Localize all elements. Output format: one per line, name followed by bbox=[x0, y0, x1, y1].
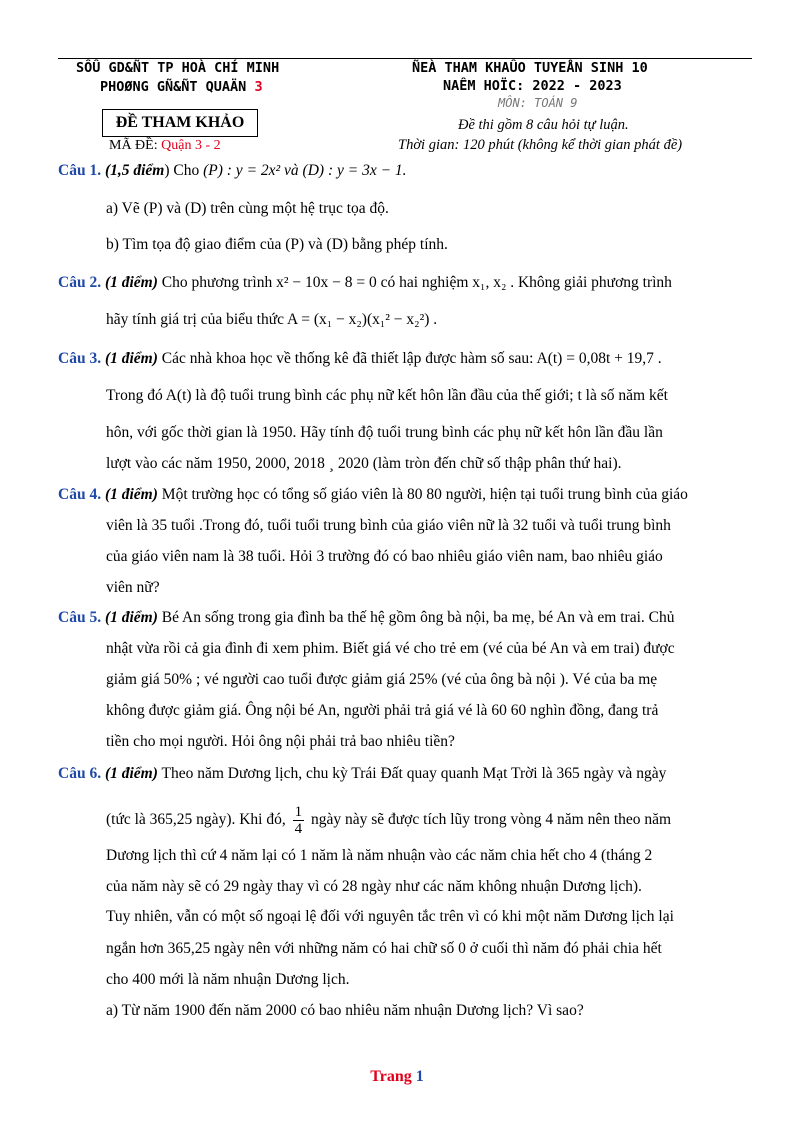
question-6-line-4: của năm này sẽ có 29 ngày thay vì có 28 ngày như các năm không nhuận Dương lịch). bbox=[106, 878, 642, 895]
question-5-label: Câu 5. bbox=[58, 609, 102, 626]
question-6-line-1: Câu 6. (1 điểm) Theo năm Dương lịch, chu kỳ Trái Đất quay quanh Mạt Trời là 365 ngày và ngày bbox=[58, 765, 667, 782]
question-3-line-1: Câu 3. (1 điểm) Các nhà khoa học về thống kê đã thiết lập được hàm số sau: A(t) = 0,08t + 19,7 . bbox=[58, 350, 662, 367]
question-4-line-1: Câu 4. (1 điểm) Một trường học có tổng số giáo viên là 80 80 người, hiện tại tuổi trung bình của giáo bbox=[58, 486, 688, 503]
question-3-points: (1 điểm) bbox=[104, 350, 158, 367]
question-4-line-2: viên là 35 tuổi .Trong đó, tuổi tuổi trung bình của giáo viên nữ là 32 tuổi và tuổi trung bình bbox=[106, 517, 671, 534]
question-1-line-1: Câu 1. (1,5 điểm) Cho (P) : y = 2x² và (D) : y = 3x − 1. bbox=[58, 162, 407, 179]
question-6-line-7: cho 400 mới là năm nhuận Dương lịch. bbox=[106, 971, 350, 988]
time-info: Thời gian: 120 phút (không kể thời gian phát đề) bbox=[398, 137, 683, 153]
question-3-line-3: hôn, với gốc thời gian là 1950. Hãy tính độ tuổi trung bình các phụ nữ kết hôn lần đầu lần bbox=[106, 424, 663, 441]
question-6-label: Câu 6. bbox=[58, 765, 102, 782]
question-5-line-4: không được giảm giá. Ông nội bé An, người phải trả giá vé là 60 60 nghìn đồng, đang trả bbox=[106, 702, 659, 719]
exam-code-value: Quận 3 - 2 bbox=[161, 138, 221, 153]
question-1-label: Câu 1. bbox=[58, 162, 102, 179]
question-4-points: (1 điểm) bbox=[104, 486, 158, 503]
question-6-line-2: (tức là 365,25 ngày). Khi đó, $\frac{1}{4}$ ngày này sẽ được tích lũy trong vòng 4 năm nên theo năm bbox=[106, 803, 672, 837]
question-2-line-1: Câu 2. (1 điểm) Cho phương trình x² − 10x − 8 = 0 có hai nghiệm x₁, x₂ . Không giải phương trình bbox=[58, 274, 672, 291]
question-6-line-3: Dương lịch thì cứ 4 năm lại có 1 năm là năm nhuận vào các năm chia hết cho 4 (tháng 2 bbox=[106, 847, 653, 864]
question-4-label: Câu 4. bbox=[58, 486, 102, 503]
district-number: 3 bbox=[254, 79, 263, 95]
question-6-line-6: ngắn hơn 365,25 ngày nên với những năm có hai chữ số 0 ở cuối thì năm đó phải chia hết bbox=[106, 940, 662, 957]
question-2-label: Câu 2. bbox=[58, 274, 102, 291]
subject-label: MÔN: TOÁN 9 bbox=[498, 96, 578, 110]
question-5-points: (1 điểm) bbox=[104, 609, 158, 626]
question-3-line-2: Trong đó A(t) là độ tuổi trung bình các phụ nữ kết hôn lần đầu của thế giới; t là số năm kết bbox=[106, 387, 668, 404]
question-1-points: (1,5 điểm bbox=[104, 162, 165, 179]
question-2-line-2: hãy tính giá trị của biểu thức A = (x₁ − x₂)(x₁² − x₂²) . bbox=[106, 311, 438, 328]
header-rule bbox=[58, 58, 752, 59]
question-1-part-a: a) Vẽ (P) và (D) trên cùng một hệ trục tọa độ. bbox=[106, 200, 389, 217]
question-3-label: Câu 3. bbox=[58, 350, 102, 367]
fraction-one-quarter: $\frac{1}{4}$ bbox=[294, 803, 303, 837]
footer-label: Trang bbox=[370, 1068, 412, 1085]
question-3-line-4: lượt vào các năm 1950, 2000, 2018 ¸ 2020 (làm tròn đến chữ số thập phân thứ hai). bbox=[106, 455, 622, 472]
question-4-line-4: viên nữ? bbox=[106, 579, 160, 596]
reference-exam-box: ĐỀ THAM KHẢO bbox=[102, 109, 258, 137]
exam-title: ÑEÀ THAM KHAÛO TUYEÅN SINH 10 bbox=[412, 60, 648, 76]
question-5-line-2: nhật vừa rồi cả gia đình đi xem phim. Biết giá vé cho trẻ em (vé của bé An và em trai) được bbox=[106, 640, 675, 657]
school-year: NAÊM HOÏC: 2022 - 2023 bbox=[443, 78, 622, 94]
question-5-line-1: Câu 5. (1 điểm) Bé An sống trong gia đình ba thế hệ gồm ông bà nội, ba mẹ, bé An và em trai. Chủ bbox=[58, 609, 675, 626]
question-5-line-3: giảm giá 50% ; vé người cao tuổi được giảm giá 25% (vé của ông bà nội ). Vé của ba mẹ bbox=[106, 671, 658, 688]
page-number: 1 bbox=[415, 1068, 424, 1085]
page-footer bbox=[0, 1068, 794, 1086]
office-name: PHOØNG GÑ&ÑT QUAÄN 3 bbox=[100, 79, 263, 95]
question-5-line-5: tiền cho mọi người. Hỏi ông nội phải trả bao nhiêu tiền? bbox=[106, 733, 455, 750]
question-6-points: (1 điểm) bbox=[104, 765, 158, 782]
question-6-line-5: Tuy nhiên, vẫn có một số ngoại lệ đối với nguyên tắc trên vì có khi một năm Dương lịch lại bbox=[106, 908, 674, 925]
question-6-part-a: a) Từ năm 1900 đến năm 2000 có bao nhiêu năm nhuận Dương lịch? Vì sao? bbox=[106, 1002, 584, 1019]
question-1-formula: (P) : y = 2x² và (D) : y = 3x − 1. bbox=[203, 162, 407, 179]
exam-code: MÃ ĐỀ: Quận 3 - 2 bbox=[109, 138, 221, 153]
question-1-part-b: b) Tìm tọa độ giao điểm của (P) và (D) bằng phép tính. bbox=[106, 236, 448, 253]
question-2-points: (1 điểm) bbox=[104, 274, 158, 291]
exam-info: Đề thi gồm 8 câu hỏi tự luận. bbox=[458, 117, 629, 133]
question-4-line-3: của giáo viên nam là 38 tuổi. Hỏi 3 trường đó có bao nhiêu giáo viên nam, bao nhiêu giáo bbox=[106, 548, 663, 565]
department-name: SÔÛ GD&ÑT TP HOÀ CHÍ MINH bbox=[76, 60, 280, 76]
